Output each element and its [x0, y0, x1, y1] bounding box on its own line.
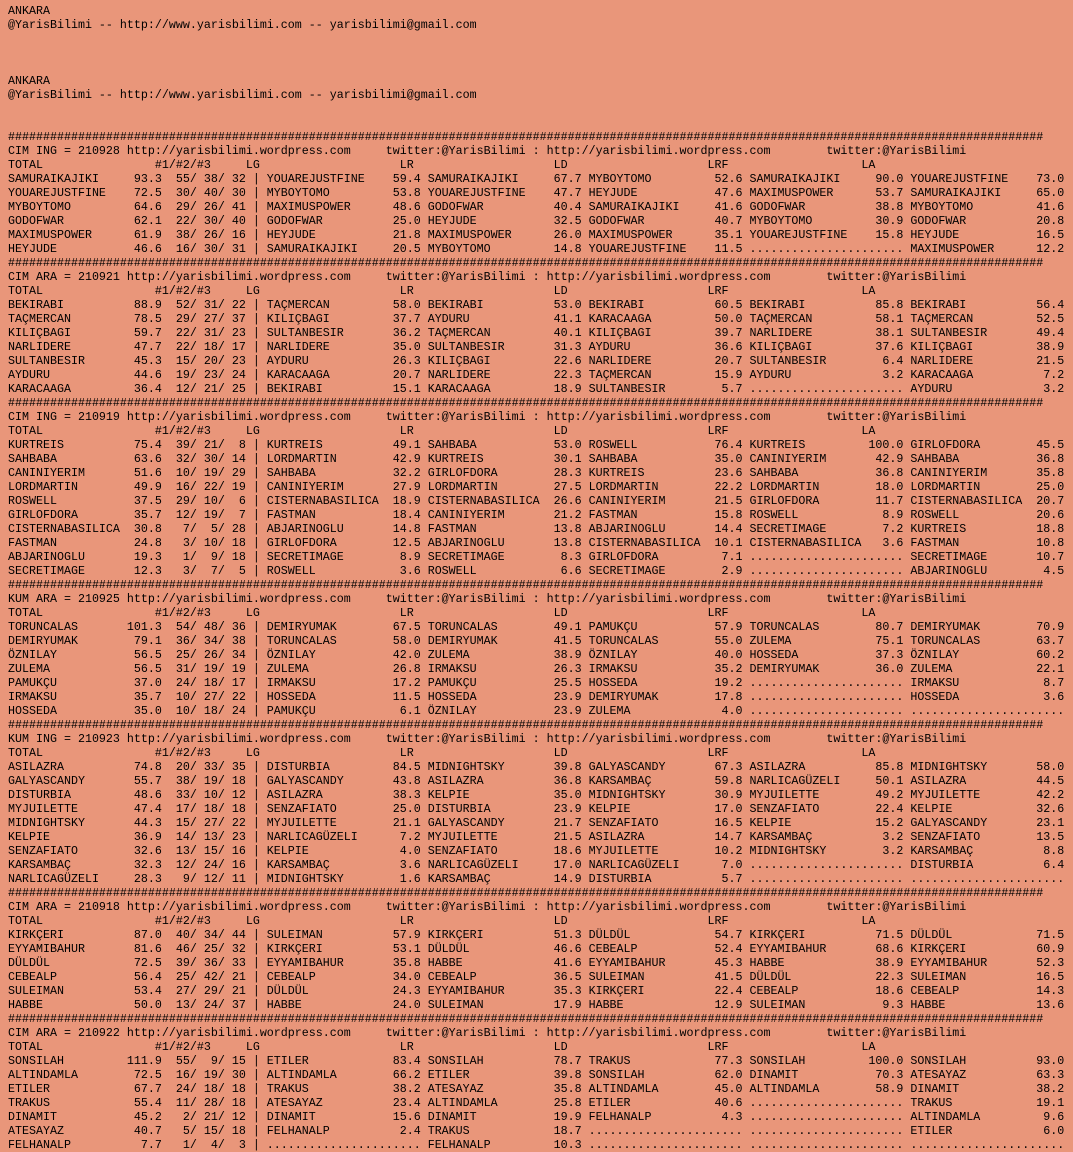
race-statistics-report: ANKARA @YarisBilimi -- http://www.yarisbilimi.com -- yarisbilimi@gmail.com ANKARA @YarisBilimi -- http://www.yarisbilimi.com -- yarisbilimi@gmail.com #################################################################################################################################################### CIM ING = 210928 http://yarisbilimi.wordpress.com twitter:@YarisBilimi : http://yarisbilimi.wordpress.com twitter:@YarisBilimi TOTAL #1/#2/#3 LG LR LD LRF LA SAMURAIKAJIKI 93.3 55/ 38/ 32 | YOUAREJUSTFINE 59.4 SAMURAIKAJIKI 67.7 MYBOYTOMO 52.6 SAMURAIKAJIKI 90.0 YOUAREJUSTFINE 73.0 YOUAREJUSTFINE 72.5 30/ 40/ 30 | MYBOYTOMO 53.8 YOUAREJUSTFINE 47.7 HEYJUDE 47.6 MAXIMUSPOWER 53.7 SAMURAIKAJIKI 65.0 MYBOYTOMO 64.6 29/ 26/ 41 | MAXIMUSPOWER 48.6 GODOFWAR 40.4 SAMURAIKAJIKI 41.6 GODOFWAR 38.8 MYBOYTOMO 41.6 GODOFWAR 62.1 22/ 30/ 40 | GODOFWAR 25.0 HEYJUDE 32.5 GODOFWAR 40.7 MYBOYTOMO 30.9 GODOFWAR 20.8 MAXIMUSPOWER 61.9 38/ 26/ 16 | HEYJUDE 21.8 MAXIMUSPOWER 26.0 MAXIMUSPOWER 35.1 YOUAREJUSTFINE 15.8 HEYJUDE 16.5 HEYJUDE 46.6 16/ 30/ 31 | SAMURAIKAJIKI 20.5 MYBOYTOMO 14.8 YOUAREJUSTFINE 11.5 ...................... MAXIMUSPOWER 12.2 #################################################################################################################################################### CIM ARA = 210921 http://yarisbilimi.wordpress.com twitter:@YarisBilimi : http://yarisbilimi.wordpress.com twitter:@YarisBilimi TOTAL #1/#2/#3 LG LR LD LRF LA BEKIRABI 88.9 52/ 31/ 22 | TAÇMERCAN 58.0 BEKIRABI 53.0 BEKIRABI 60.5 BEKIRABI 85.8 BEKIRABI 56.4 TAÇMERCAN 78.5 29/ 27/ 37 | KILIÇBAGI 37.7 AYDURU 41.1 KARACAAGA 50.0 TAÇMERCAN 58.1 TAÇMERCAN 52.5 KILIÇBAGI 59.7 22/ 31/ 23 | SULTANBESIR 36.2 TAÇMERCAN 40.1 KILIÇBAGI 39.7 NARLIDERE 38.1 SULTANBESIR 49.4 NARLIDERE 47.7 22/ 18/ 17 | NARLIDERE 35.0 SULTANBESIR 31.3 AYDURU 36.6 KILIÇBAGI 37.6 KILIÇBAGI 38.9 SULTANBESIR 45.3 15/ 20/ 23 | AYDURU 26.3 KILIÇBAGI 22.6 NARLIDERE 20.7 SULTANBESIR 6.4 NARLIDERE 21.5 AYDURU 44.6 19/ 23/ 24 | KARACAAGA 20.7 NARLIDERE 22.3 TAÇMERCAN 15.9 AYDURU 3.2 KARACAAGA 7.2 KARACAAGA 36.4 12/ 21/ 25 | BEKIRABI 15.1 KARACAAGA 18.9 SULTANBESIR 5.7 ...................... AYDURU 3.2 #################################################################################################################################################### CIM ING = 210919 http://yarisbilimi.wordpress.com twitter:@YarisBilimi : http://yarisbilimi.wordpress.com twitter:@YarisBilimi TOTAL #1/#2/#3 LG LR LD LRF LA KURTREIS 75.4 39/ 21/ 8 | KURTREIS 49.1 SAHBABA 53.0 ROSWELL 76.4 KURTREIS 100.0 GIRLOFDORA 45.5 SAHBABA 63.6 32/ 30/ 14 | LORDMARTIN 42.9 KURTREIS 30.1 SAHBABA 35.0 CANINIYERIM 42.9 SAHBABA 36.8 CANINIYERIM 51.6 10/ 19/ 29 | SAHBABA 32.2 GIRLOFDORA 28.3 KURTREIS 23.6 SAHBABA 36.8 CANINIYERIM 35.8 LORDMARTIN 49.9 16/ 22/ 19 | CANINIYERIM 27.9 LORDMARTIN 27.5 LORDMARTIN 22.2 LORDMARTIN 18.0 LORDMARTIN 25.0 ROSWELL 37.5 29/ 10/ 6 | CISTERNABASILICA 18.9 CISTERNABASILICA 26.6 CANINIYERIM 21.5 GIRLOFDORA 11.7 CISTERNABASILICA 20.7 GIRLOFDORA 35.7 12/ 19/ 7 | FASTMAN 18.4 CANINIYERIM 21.2 FASTMAN 15.8 ROSWELL 8.9 ROSWELL 20.6 CISTERNABASILICA 30.8 7/ 5/ 28 | ABJARINOGLU 14.8 FASTMAN 13.8 ABJARINOGLU 14.4 SECRETIMAGE 7.2 KURTREIS 18.8 FASTMAN 24.8 3/ 10/ 18 | GIRLOFDORA 12.5 ABJARINOGLU 13.8 CISTERNABASILICA 10.1 CISTERNABASILICA 3.6 FASTMAN 10.8 ABJARINOGLU 19.3 1/ 9/ 18 | SECRETIMAGE 8.9 SECRETIMAGE 8.3 GIRLOFDORA 7.1 ...................... SECRETIMAGE 10.7 SECRETIMAGE 12.3 3/ 7/ 5 | ROSWELL 3.6 ROSWELL 6.6 SECRETIMAGE 2.9 ...................... ABJARINOGLU 4.5 #################################################################################################################################################### KUM ARA = 210925 http://yarisbilimi.wordpress.com twitter:@YarisBilimi : http://yarisbilimi.wordpress.com twitter:@YarisBilimi TOTAL #1/#2/#3 LG LR LD LRF LA TORUNCALAS 101.3 54/ 48/ 36 | DEMIRYUMAK 67.5 TORUNCALAS 49.1 PAMUKÇU 57.9 TORUNCALAS 80.7 DEMIRYUMAK 70.9 DEMIRYUMAK 79.1 36/ 34/ 38 | TORUNCALAS 58.0 DEMIRYUMAK 41.5 TORUNCALAS 55.0 ZULEMA 75.1 TORUNCALAS 63.7 ÖZNILAY 56.5 25/ 26/ 34 | ÖZNILAY 42.0 ZULEMA 38.9 ÖZNILAY 40.0 HOSSEDA 37.3 ÖZNILAY 60.2 ZULEMA 56.5 31/ 19/ 19 | ZULEMA 26.8 IRMAKSU 26.3 IRMAKSU 35.2 DEMIRYUMAK 36.0 ZULEMA 22.1 PAMUKÇU 37.0 24/ 18/ 17 | IRMAKSU 17.2 PAMUKÇU 25.5 HOSSEDA 19.2 ...................... IRMAKSU 8.7 IRMAKSU 35.7 10/ 27/ 22 | HOSSEDA 11.5 HOSSEDA 23.9 DEMIRYUMAK 17.8 ...................... HOSSEDA 3.6 HOSSEDA 35.0 10/ 18/ 24 | PAMUKÇU 6.1 ÖZNILAY 23.9 ZULEMA 4.0 ...................... ...................... #################################################################################################################################################### KUM ING = 210923 http://yarisbilimi.wordpress.com twitter:@YarisBilimi : http://yarisbilimi.wordpress.com twitter:@YarisBilimi TOTAL #1/#2/#3 LG LR LD LRF LA ASILAZRA 74.8 20/ 33/ 35 | DISTURBIA 84.5 MIDNIGHTSKY 39.8 GALYASCANDY 67.3 ASILAZRA 85.8 MIDNIGHTSKY 58.0 GALYASCANDY 55.7 38/ 19/ 18 | GALYASCANDY 43.8 ASILAZRA 36.8 KARSAMBAÇ 59.8 NARLICAGÜZELI 50.1 ASILAZRA 44.5 DISTURBIA 48.6 33/ 10/ 12 | ASILAZRA 38.3 KELPIE 35.0 MIDNIGHTSKY 30.9 MYJUILETTE 49.2 MYJUILETTE 42.2 MYJUILETTE 47.4 17/ 18/ 18 | SENZAFIATO 25.0 DISTURBIA 23.9 KELPIE 17.0 SENZAFIATO 22.4 KELPIE 32.6 MIDNIGHTSKY 44.3 15/ 27/ 22 | MYJUILETTE 21.1 GALYASCANDY 21.7 SENZAFIATO 16.5 KELPIE 15.2 GALYASCANDY 23.1 KELPIE 36.9 14/ 13/ 23 | NARLICAGÜZELI 7.2 MYJUILETTE 21.5 ASILAZRA 14.7 KARSAMBAÇ 3.2 SENZAFIATO 13.5 SENZAFIATO 32.6 13/ 15/ 16 | KELPIE 4.0 SENZAFIATO 18.6 MYJUILETTE 10.2 MIDNIGHTSKY 3.2 KARSAMBAÇ 8.8 KARSAMBAÇ 32.3 12/ 24/ 16 | KARSAMBAÇ 3.6 NARLICAGÜZELI 17.0 NARLICAGÜZELI 7.0 ...................... DISTURBIA 6.4 NARLICAGÜZELI 28.3 9/ 12/ 11 | MIDNIGHTSKY 1.6 KARSAMBAÇ 14.9 DISTURBIA 5.7 ...................... ...................... #################################################################################################################################################### CIM ARA = 210918 http://yarisbilimi.wordpress.com twitter:@YarisBilimi : http://yarisbilimi.wordpress.com twitter:@YarisBilimi TOTAL #1/#2/#3 LG LR LD LRF LA KIRKÇERI 87.0 40/ 34/ 44 | SULEIMAN 57.9 KIRKÇERI 51.3 DÜLDÜL 54.7 KIRKÇERI 71.5 DÜLDÜL 71.5 EYYAMIBAHUR 81.6 46/ 25/ 32 | KIRKÇERI 53.1 DÜLDÜL 46.6 CEBEALP 52.4 EYYAMIBAHUR 68.6 KIRKÇERI 60.9 DÜLDÜL 72.5 39/ 36/ 33 | EYYAMIBAHUR 35.8 HABBE 41.6 EYYAMIBAHUR 45.3 HABBE 38.9 EYYAMIBAHUR 52.3 CEBEALP 56.4 25/ 42/ 21 | CEBEALP 34.0 CEBEALP 36.5 SULEIMAN 41.5 DÜLDÜL 22.3 SULEIMAN 16.5 SULEIMAN 53.4 27/ 29/ 21 | DÜLDÜL 24.3 EYYAMIBAHUR 35.3 KIRKÇERI 22.4 CEBEALP 18.6 CEBEALP 14.3 HABBE 50.0 13/ 24/ 37 | HABBE 24.0 SULEIMAN 17.9 HABBE 12.9 SULEIMAN 9.3 HABBE 13.6 #################################################################################################################################################### CIM ARA = 210922 http://yarisbilimi.wordpress.com twitter:@YarisBilimi : http://yarisbilimi.wordpress.com twitter:@YarisBilimi TOTAL #1/#2/#3 LG LR LD LRF LA SONSILAH 111.9 55/ 9/ 15 | ETILER 83.4 SONSILAH 78.7 TRAKUS 77.3 SONSILAH 100.0 SONSILAH 93.0 ALTINDAMLA 72.5 16/ 19/ 30 | ALTINDAMLA 66.2 ETILER 39.8 SONSILAH 62.0 DINAMIT 70.3 ATESAYAZ 63.3 ETILER 67.7 24/ 18/ 18 | TRAKUS 38.2 ATESAYAZ 35.8 ALTINDAMLA 45.0 ALTINDAMLA 58.9 DINAMIT 38.2 TRAKUS 55.4 11/ 28/ 18 | ATESAYAZ 23.4 ALTINDAMLA 25.8 ETILER 40.6 ...................... TRAKUS 19.1 DINAMIT 45.2 2/ 21/ 12 | DINAMIT 15.6 DINAMIT 19.9 FELHANALP 4.3 ...................... ALTINDAMLA 9.6 ATESAYAZ 40.7 5/ 15/ 18 | FELHANALP 2.4 TRAKUS 18.7 ...................... ...................... ETILER 6.0 FELHANALP 7.7 1/ 4/ 3 | ...................... FELHANALP 10.3 ...................... ...................... ...................... — [8, 4, 1065, 1152]
